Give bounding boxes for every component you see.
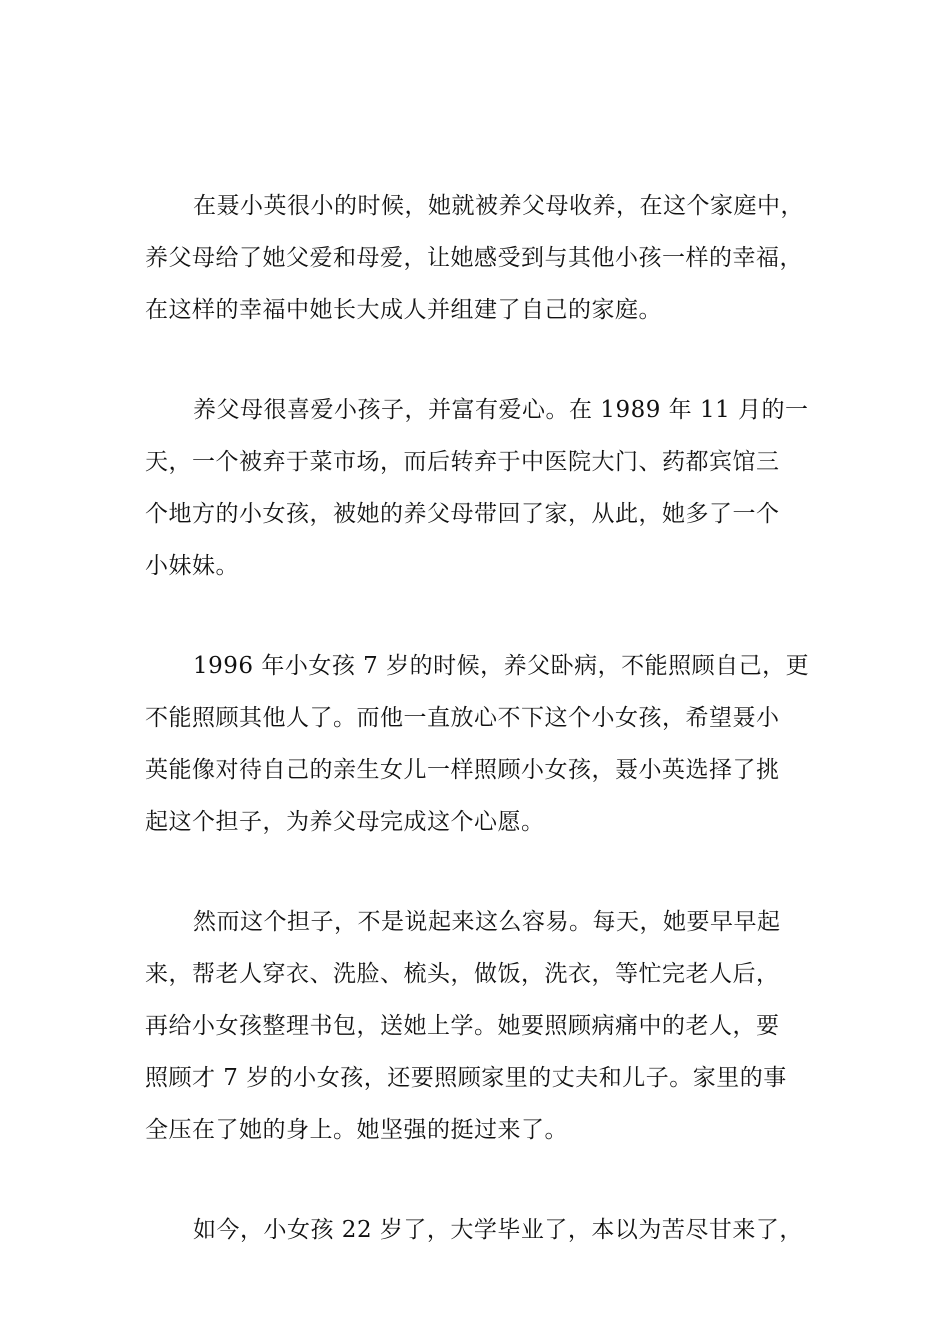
paragraph-line: 起这个担子，为养父母完成这个心愿。 — [145, 809, 545, 835]
paragraph-line: 小妹妹。 — [145, 553, 239, 579]
paragraph-line: 英能像对待自己的亲生女儿一样照顾小女孩，聂小英选择了挑 — [145, 757, 780, 783]
paragraph-5 — [145, 1204, 810, 1256]
paragraph-line: 在这样的幸福中她长大成人并组建了自己的家庭。 — [145, 297, 662, 323]
paragraph-line: 来，帮老人穿衣、洗脸、梳头，做饭，洗衣，等忙完老人后， — [145, 961, 780, 987]
paragraph-4 — [145, 896, 810, 1156]
paragraph-line: 在聂小英很小的时候，她就被养父母收养，在这个家庭中， — [193, 193, 804, 219]
paragraph-line: 照顾才 7 岁的小女孩，还要照顾家里的丈夫和儿子。家里的事 — [145, 1065, 787, 1091]
paragraph-1 — [145, 180, 810, 336]
paragraph-line: 不能照顾其他人了。而他一直放心不下这个小女孩，希望聂小 — [145, 705, 780, 731]
paragraph-line: 养父母给了她父爱和母爱，让她感受到与其他小孩一样的幸福， — [145, 245, 803, 271]
paragraph-2 — [145, 384, 810, 592]
paragraph-line: 天，一个被弃于菜市场，而后转弃于中医院大门、药都宾馆三 — [145, 449, 780, 475]
paragraph-3 — [145, 640, 810, 848]
document-body — [145, 180, 810, 1304]
paragraph-line: 全压在了她的身上。她坚强的挺过来了。 — [145, 1117, 568, 1143]
paragraph-line: 然而这个担子，不是说起来这么容易。每天，她要早早起 — [193, 909, 781, 935]
paragraph-line: 养父母很喜爱小孩子，并富有爱心。在 1989 年 11 月的一 — [193, 397, 809, 423]
paragraph-line: 再给小女孩整理书包，送她上学。她要照顾病痛中的老人，要 — [145, 1013, 780, 1039]
paragraph-line: 个地方的小女孩，被她的养父母带回了家，从此，她多了一个 — [145, 501, 780, 527]
paragraph-line: 1996 年小女孩 7 岁的时候，养父卧病，不能照顾自己，更 — [193, 653, 810, 679]
paragraph-line: 如今，小女孩 22 岁了，大学毕业了，本以为苦尽甘来了， — [193, 1217, 803, 1243]
